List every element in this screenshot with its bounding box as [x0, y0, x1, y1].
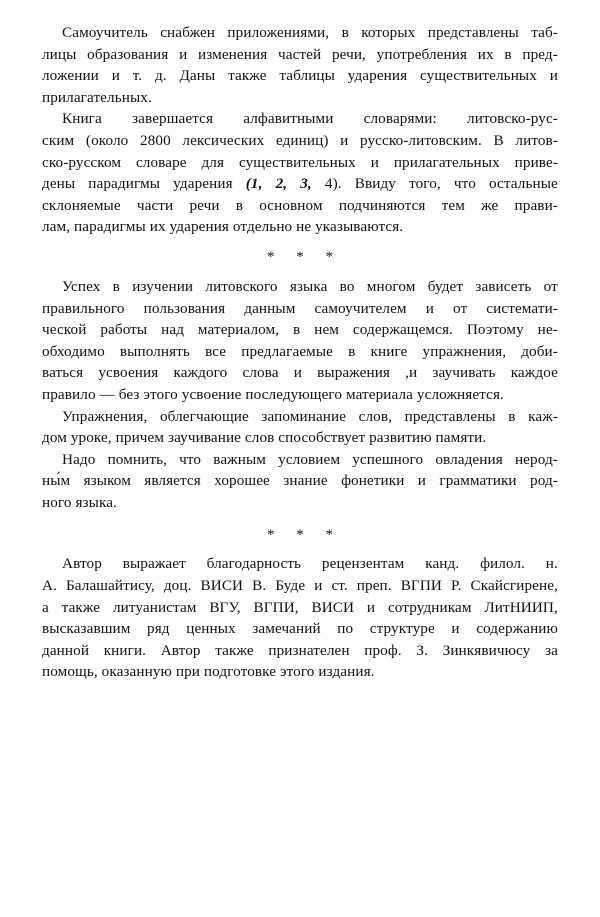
word: таблицы	[279, 67, 335, 85]
line-text: прилагательных.	[42, 88, 152, 106]
word: в	[235, 196, 244, 214]
word: их	[477, 45, 494, 63]
word: ВГУ,	[209, 598, 241, 616]
text-line	[42, 362, 558, 384]
word: правильного	[42, 299, 125, 317]
word: благодарность	[206, 555, 302, 573]
word: замечаний	[252, 620, 321, 638]
word: усвоения	[98, 364, 159, 382]
word: хорошее	[214, 472, 270, 490]
word: что	[453, 175, 476, 193]
word: Автор	[160, 641, 201, 659]
word: завершается	[132, 110, 214, 128]
word: каждого	[173, 364, 228, 382]
word: литовско-рус-	[467, 110, 558, 128]
word: содержащемся.	[352, 321, 453, 339]
word: каждое	[510, 364, 558, 382]
word: изменения	[198, 45, 268, 63]
word: канд.	[425, 555, 460, 573]
word: помнить,	[107, 450, 168, 468]
word: в	[341, 24, 349, 41]
word: высказавшим	[42, 620, 131, 638]
text-line	[42, 276, 558, 298]
word: и	[417, 472, 427, 490]
line-text: ного языка.	[42, 493, 117, 511]
word: овладения	[435, 450, 503, 468]
text-line	[42, 640, 558, 662]
word: выражает	[122, 555, 186, 573]
word: ВИСИ	[311, 598, 355, 616]
word: прилагательных	[393, 153, 500, 171]
word: снабжен	[160, 24, 216, 41]
word: будет	[427, 277, 464, 295]
word: а	[42, 598, 49, 616]
word: является	[144, 472, 201, 490]
text-line	[42, 87, 558, 109]
word: т.	[132, 67, 143, 85]
word: Надо	[62, 450, 96, 468]
word: и	[451, 620, 460, 638]
word: В.	[252, 577, 267, 595]
word: облегчающие	[159, 407, 249, 425]
word: все	[205, 342, 227, 360]
word: ВГПИ,	[253, 598, 299, 616]
word: и	[179, 45, 188, 63]
word: парадигмы	[88, 175, 161, 193]
paragraph-dictionaries	[42, 108, 558, 238]
word: З.	[416, 641, 428, 659]
word: содержанию	[476, 620, 558, 638]
word: ударения	[173, 175, 233, 193]
word: основном	[259, 196, 323, 214]
word: и	[549, 67, 558, 85]
word: данной	[42, 641, 90, 659]
word: языком	[83, 472, 131, 490]
word: частей	[278, 45, 322, 63]
word: А.	[42, 577, 57, 595]
word: существительных	[419, 67, 537, 85]
word: приве-	[514, 153, 558, 171]
word: ряд	[147, 620, 170, 638]
text-line	[42, 597, 558, 619]
word: по	[337, 620, 354, 638]
word: ческой	[42, 321, 87, 339]
word: и	[366, 598, 376, 616]
word: пользования	[143, 299, 226, 317]
word: д.	[154, 67, 167, 85]
text-line	[42, 618, 558, 640]
word: Книга	[62, 110, 102, 128]
word: важным	[213, 450, 266, 468]
word: успешного	[352, 450, 424, 468]
word: запоминание	[261, 407, 347, 425]
word: данным	[244, 299, 296, 317]
word: филол.	[480, 555, 525, 573]
word: и	[111, 67, 120, 85]
word: языка	[289, 277, 328, 295]
word: Успех	[62, 277, 101, 295]
text-line	[42, 661, 558, 683]
text-line	[42, 341, 558, 363]
word: речи,	[331, 45, 366, 63]
word: фонетики	[341, 472, 405, 490]
word: структуре	[369, 620, 435, 638]
word: приложениями,	[227, 24, 330, 41]
word: литовского	[205, 277, 278, 295]
word: единиц)	[275, 131, 329, 149]
line-text: дом уроке, причем заучивание слов способствует развитию памяти.	[42, 429, 487, 447]
word: Балашайтису,	[65, 577, 155, 595]
text-line	[42, 427, 558, 449]
word: и	[425, 299, 434, 317]
text-line	[42, 65, 558, 87]
paragraph-native-language	[42, 449, 558, 514]
word: литов-	[515, 131, 558, 149]
word: словарями:	[363, 110, 437, 128]
word: лицы	[42, 45, 77, 63]
word: книги.	[103, 641, 147, 659]
paragraph-success	[42, 276, 558, 406]
word: в	[504, 45, 512, 63]
word: Даны	[179, 67, 216, 85]
text-line	[42, 152, 558, 174]
text-line	[42, 319, 558, 341]
word: В	[493, 131, 504, 149]
word: ст.	[331, 577, 348, 595]
word: в	[293, 321, 301, 339]
word: книге	[370, 342, 408, 360]
word: представлены	[404, 407, 496, 425]
word: Упражнения,	[62, 407, 148, 425]
word: ваться	[42, 364, 84, 382]
text-line	[42, 449, 558, 471]
text-line	[42, 130, 558, 152]
word: для	[201, 153, 225, 171]
word: выражения	[317, 364, 391, 382]
word: ,и	[405, 364, 418, 382]
word: ВИСИ	[200, 577, 244, 595]
word: Зинкявичюсу	[442, 641, 531, 659]
word: изучении	[132, 277, 194, 295]
word: слова	[242, 364, 279, 382]
asterisk-separator-1: * * *	[267, 248, 342, 265]
word: преп.	[356, 577, 392, 595]
paragraph-exercises	[42, 406, 558, 449]
word: таб-	[531, 24, 558, 41]
word: ложении	[42, 67, 99, 85]
text-line	[42, 575, 558, 597]
word: многом	[366, 277, 416, 295]
word: 4).	[324, 175, 342, 193]
word: и	[370, 153, 379, 171]
word: представлены	[427, 24, 519, 41]
word: прави-	[514, 196, 558, 214]
word: в	[508, 407, 516, 425]
text-line	[42, 406, 558, 428]
word: признателен	[268, 641, 350, 659]
word: в	[348, 342, 356, 360]
text-line	[42, 384, 558, 406]
word: ским	[42, 131, 75, 149]
word: каж-	[528, 407, 558, 425]
word: самоучителем	[314, 299, 407, 317]
word: условием	[278, 450, 341, 468]
word: также	[215, 641, 254, 659]
word: алфавитными	[243, 110, 334, 128]
word: употребления	[376, 45, 468, 63]
word: зависеть	[475, 277, 532, 295]
word: лексических	[182, 131, 265, 149]
word: за	[545, 641, 558, 659]
word: образования	[87, 45, 169, 63]
word: Автор	[62, 555, 102, 573]
line-text: помощь, оказанную при подготовке этого издания.	[42, 663, 375, 681]
text-line	[42, 44, 558, 66]
text-line	[42, 108, 558, 130]
word: русско-литовским.	[360, 131, 482, 149]
text-column	[42, 22, 558, 683]
paragraph-appendices	[42, 22, 558, 108]
word: ЛитНИИП,	[484, 598, 558, 616]
word: Самоучитель	[62, 24, 148, 41]
word: склоняемые	[42, 196, 121, 214]
word: доц.	[163, 577, 192, 595]
word: Буде	[275, 577, 306, 595]
word: слов,	[358, 407, 393, 425]
word: упражнения,	[422, 342, 507, 360]
word: 2800	[139, 131, 171, 149]
word: дены	[42, 175, 76, 193]
word: выполнять	[119, 342, 190, 360]
word: род-	[530, 472, 558, 490]
word: 3,	[300, 175, 312, 193]
word: не-	[537, 321, 558, 339]
line-text: правило — без этого усвоение последующего материала усложняется.	[42, 385, 504, 403]
asterisk-separator-2: * * *	[267, 527, 342, 544]
word: также	[228, 67, 267, 85]
word: и	[314, 577, 323, 595]
text-line	[42, 492, 558, 514]
word: Ввиду	[354, 175, 396, 193]
word: над	[161, 321, 185, 339]
word: ценных	[186, 620, 236, 638]
word: 2,	[275, 175, 288, 193]
word: (около	[85, 131, 129, 149]
word: ВГПИ	[400, 577, 442, 595]
word: в	[112, 277, 120, 295]
word: н.	[545, 555, 558, 573]
word: литуанистам	[112, 598, 197, 616]
word: что	[179, 450, 202, 468]
word: же	[481, 196, 499, 214]
word: ско-русском	[42, 153, 122, 171]
text-line	[42, 470, 558, 492]
word: того,	[409, 175, 441, 193]
word: материалом,	[197, 321, 280, 339]
word: тем	[441, 196, 465, 214]
word: нем	[314, 321, 339, 339]
word: от	[543, 277, 558, 295]
word: работы	[100, 321, 148, 339]
word: и	[340, 131, 349, 149]
text-line	[42, 195, 558, 217]
word: и	[293, 364, 302, 382]
word: рецензентам	[321, 555, 405, 573]
word: проф.	[364, 641, 402, 659]
text-line	[42, 298, 558, 320]
word: также	[61, 598, 101, 616]
word: ны́м	[42, 472, 71, 490]
word: пред-	[522, 45, 558, 63]
word: Поэтому	[466, 321, 524, 339]
text-line	[42, 22, 558, 44]
word: сотрудникам	[387, 598, 472, 616]
word: системати-	[486, 299, 558, 317]
word: части	[136, 196, 174, 214]
word: Р.	[450, 577, 462, 595]
word: грамматики	[439, 472, 517, 490]
word: обходимо	[42, 342, 105, 360]
word: во	[339, 277, 355, 295]
paragraph-acknowledgements	[42, 553, 558, 683]
word: подчиняются	[338, 196, 426, 214]
word: от	[453, 299, 468, 317]
word: ударения	[347, 67, 408, 85]
text-line	[42, 216, 558, 238]
word: предлагаемые	[241, 342, 334, 360]
word: остальные	[488, 175, 558, 193]
word: (1,	[245, 175, 263, 193]
text-line	[42, 173, 558, 195]
word: речи	[189, 196, 220, 214]
word: нерод-	[514, 450, 558, 468]
word: Скайсгирене,	[470, 577, 558, 595]
word: доби-	[521, 342, 558, 360]
word: которых	[361, 24, 416, 41]
word: знание	[283, 472, 328, 490]
text-line	[42, 553, 558, 575]
word: существительных	[238, 153, 356, 171]
line-text: лам, парадигмы их ударения отдельно не указываются.	[42, 218, 404, 236]
word: словаре	[135, 153, 187, 171]
word: заучивать	[432, 364, 496, 382]
